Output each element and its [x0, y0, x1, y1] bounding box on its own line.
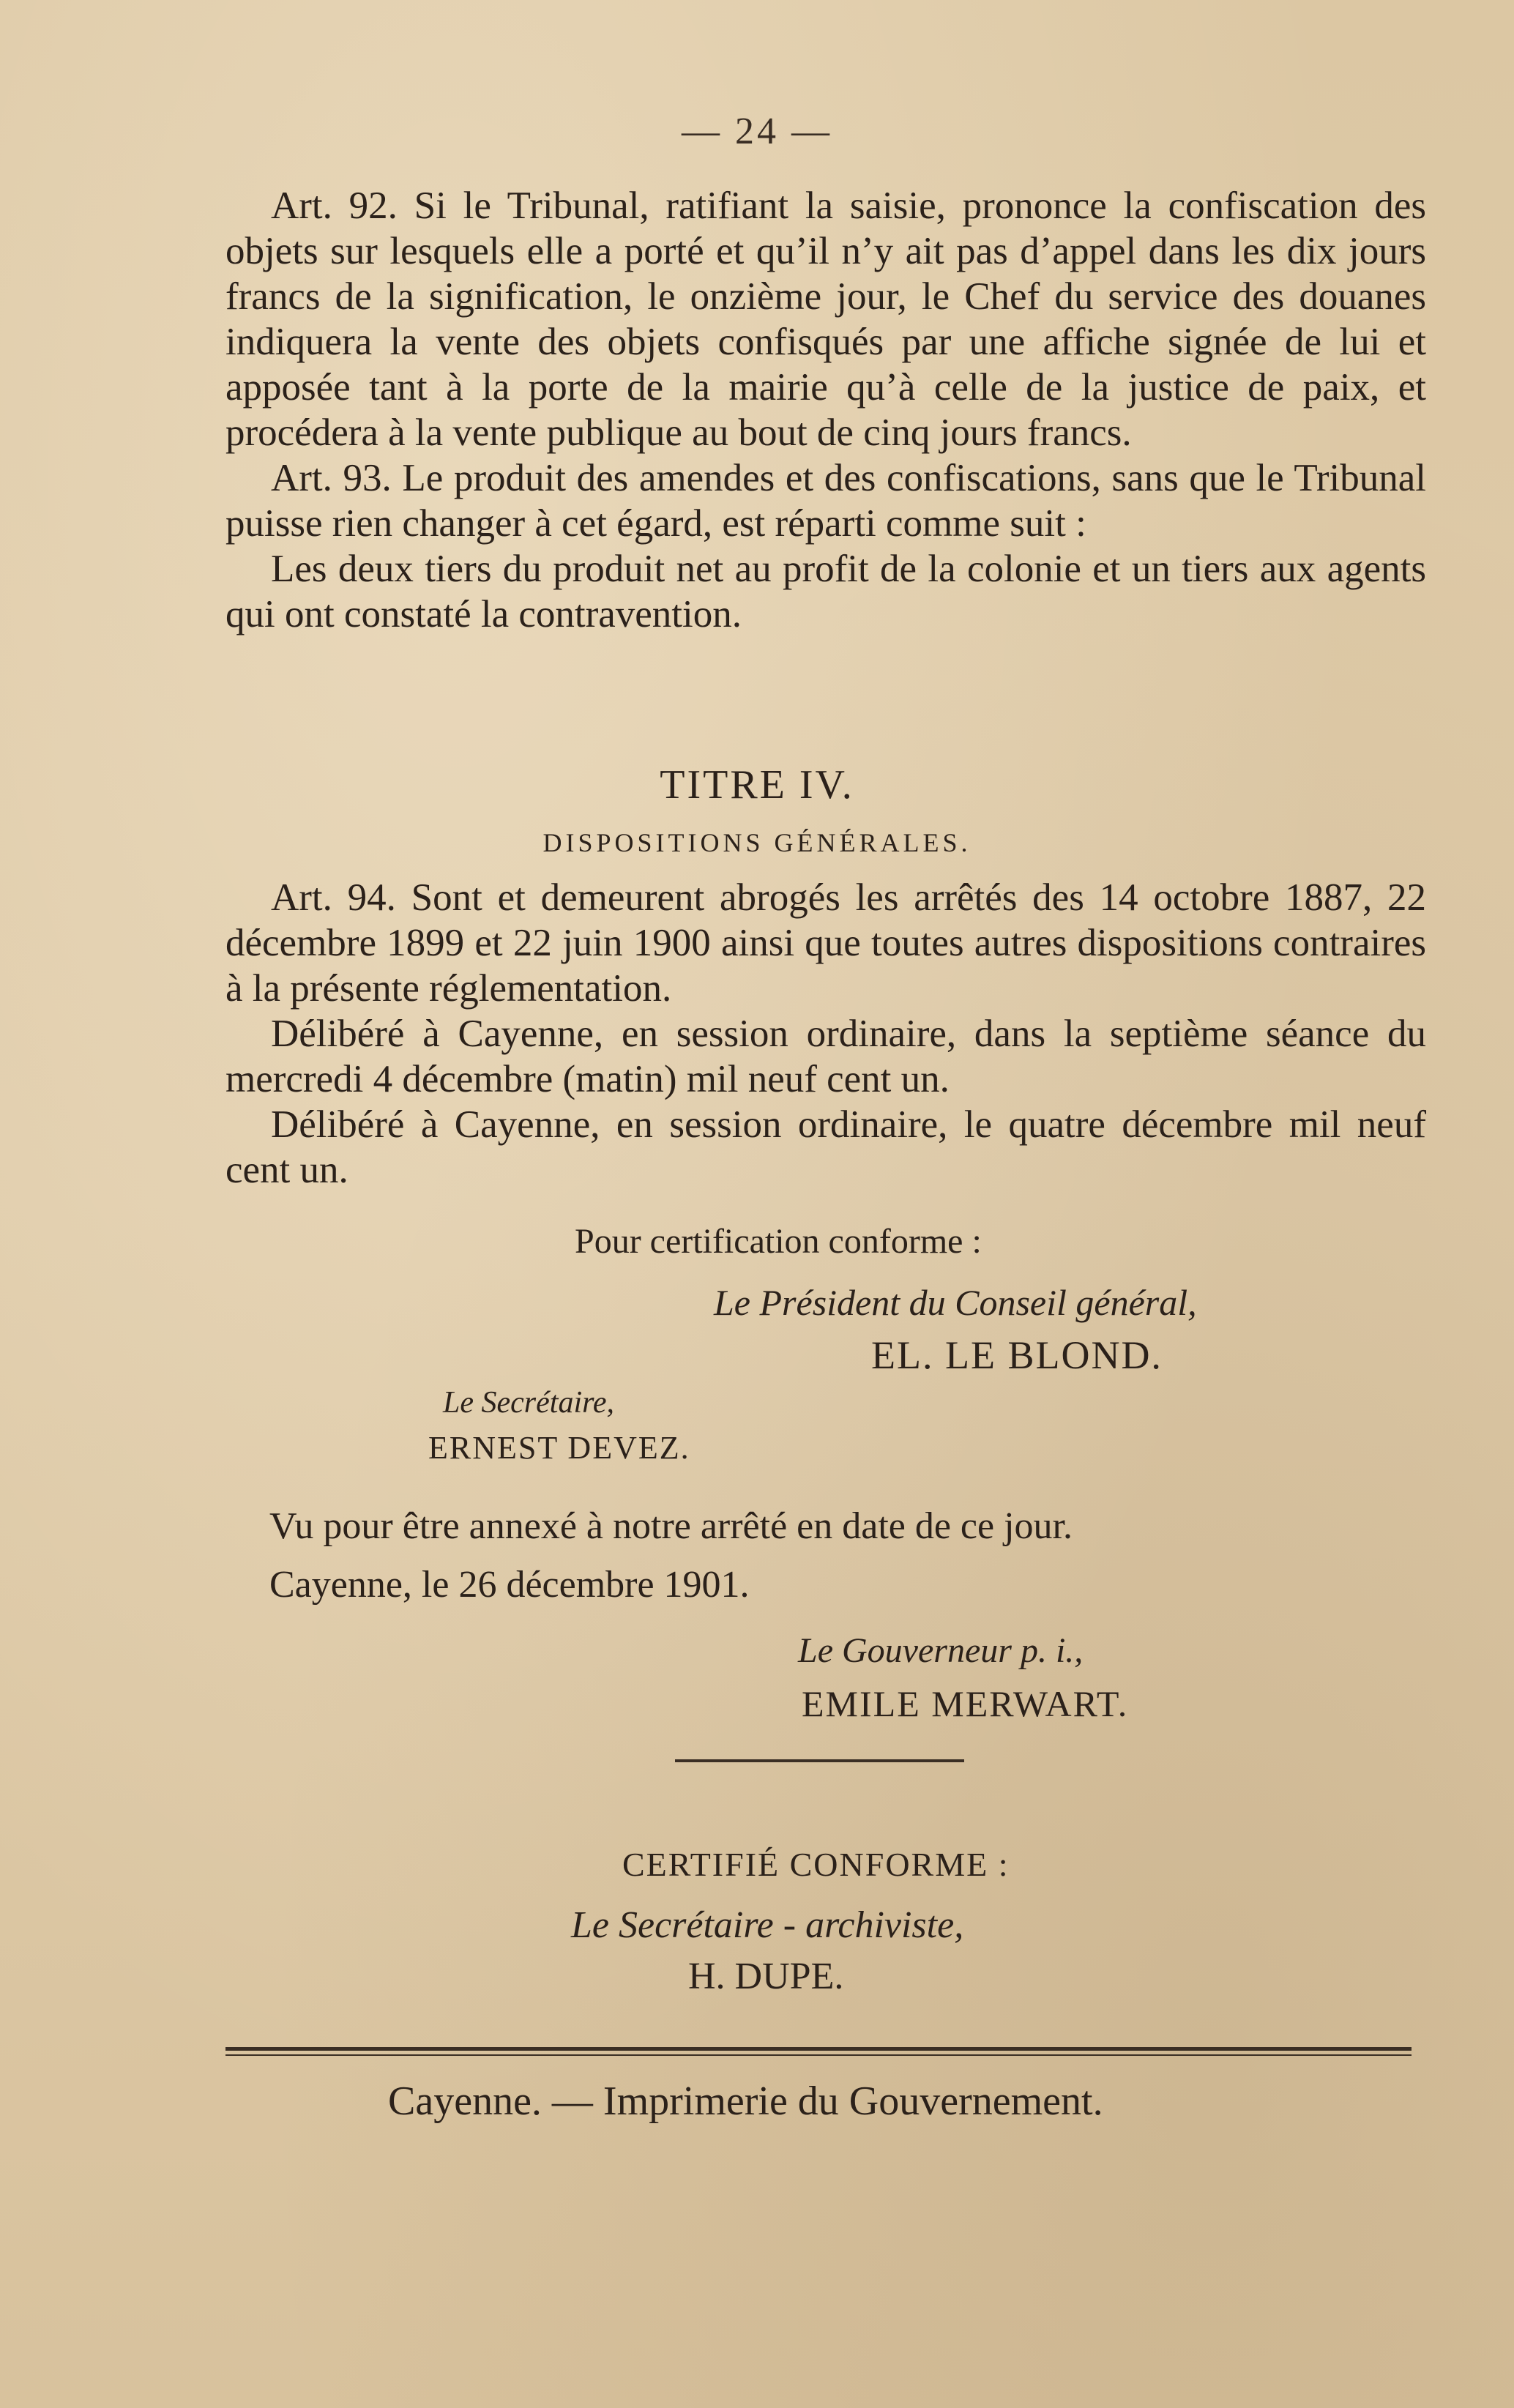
- president-name: EL. LE BLOND.: [871, 1333, 1163, 1377]
- certification-line: Pour certification conforme :: [575, 1222, 982, 1261]
- articles-block-2: [225, 875, 1426, 1193]
- archiviste-name: H. DUPE.: [688, 1956, 844, 1997]
- printer-imprint: Cayenne. — Imprimerie du Gouvernement.: [388, 2079, 1103, 2124]
- separator-long-2: [225, 2054, 1412, 2056]
- annexe-line: Vu pour être annexé à notre arrêté en date de ce jour.: [269, 1505, 1073, 1547]
- secretaire-name: ERNEST DEVEZ.: [428, 1430, 690, 1466]
- secretaire-title: Le Secrétaire,: [443, 1386, 615, 1420]
- gouverneur-name: EMILE MERWART.: [802, 1683, 1129, 1724]
- date-place-line: Cayenne, le 26 décembre 1901.: [269, 1564, 750, 1606]
- separator-long-1: [225, 2047, 1412, 2051]
- gouverneur-title: Le Gouverneur p. i.,: [798, 1631, 1084, 1670]
- article-93-repartition: Les deux tiers du produit net au profit de la colonie et un tiers aux agents qui ont constaté la contravention.: [225, 548, 1426, 635]
- articles-block-1: [225, 183, 1426, 637]
- president-title: Le Président du Conseil général,: [714, 1282, 1197, 1323]
- separator-short: [675, 1759, 964, 1762]
- archiviste-title: Le Secrétaire - archiviste,: [571, 1904, 964, 1946]
- page-number: — 24 —: [682, 111, 832, 152]
- article-94: Art. 94. Sont et demeurent abrogés les arrêtés des 14 octobre 1887, 22 décembre 1899 et 22 juin 1900 ainsi que toutes autres dispositions contraires à la présente réglementation.: [225, 876, 1426, 1010]
- deliberation-1: Délibéré à Cayenne, en session ordinaire, dans la septième séance du mercredi 4 décembre (matin) mil neuf cent un.: [225, 1013, 1426, 1100]
- article-93: Art. 93. Le produit des amendes et des confiscations, sans que le Tribunal puisse rien changer à cet égard, est réparti comme suit :: [225, 457, 1426, 545]
- section-subtitle: DISPOSITIONS GÉNÉRALES.: [542, 828, 972, 857]
- section-title: TITRE IV.: [660, 762, 854, 808]
- certifie-line: CERTIFIÉ CONFORME :: [622, 1846, 1010, 1883]
- deliberation-2: Délibéré à Cayenne, en session ordinaire, le quatre décembre mil neuf cent un.: [225, 1103, 1426, 1191]
- article-92: Art. 92. Si le Tribunal, ratifiant la saisie, prononce la confiscation des objets sur lesquels elle a porté et qu’il n’y ait pas d’appel dans les dix jours francs de la signification, le onzième jour, le Chef du service des douanes indiquera la vente des objets confisqués par une affiche signée de lui et apposée tant à la porte de la mairie qu’à celle de la justice de paix, et procédera à la vente publique au bout de cinq jours francs.: [225, 184, 1426, 454]
